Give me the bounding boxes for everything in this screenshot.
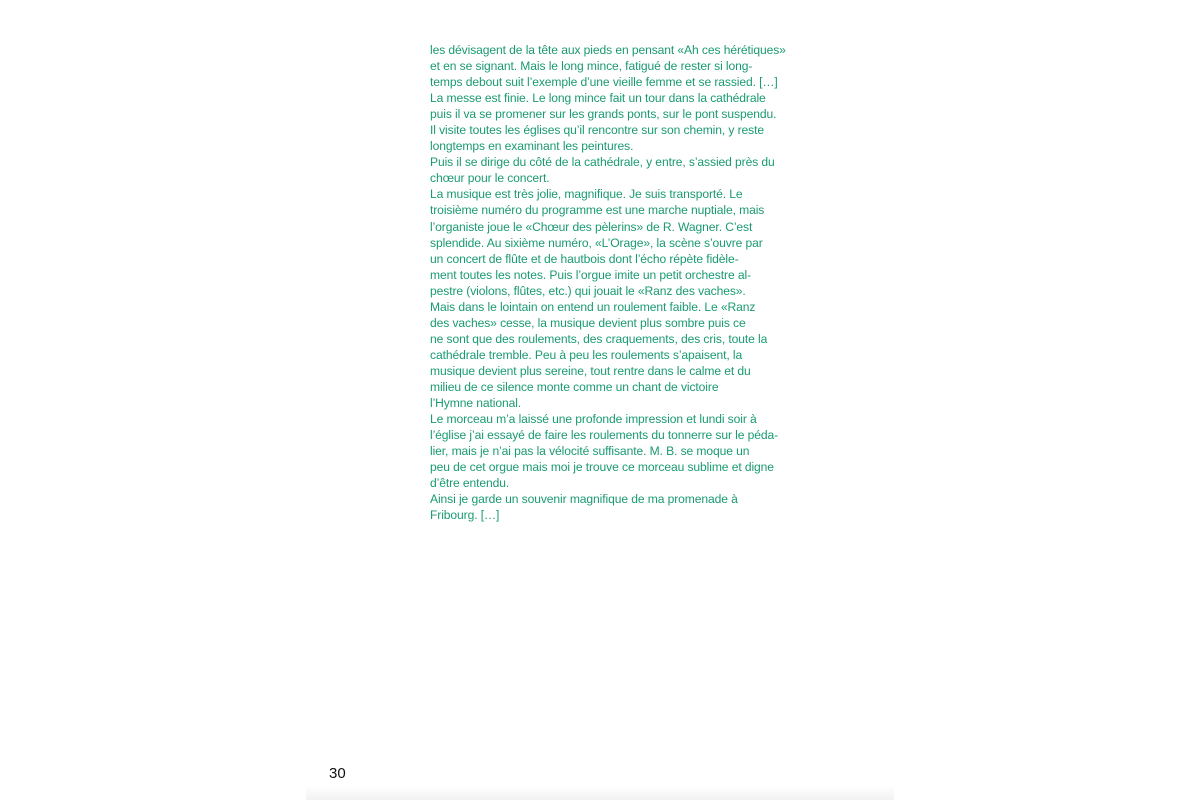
page-number: 30 xyxy=(329,765,346,782)
text-line: Ainsi je garde un souvenir magnifique de ma promenade à xyxy=(430,492,738,507)
text-line: Il visite toutes les églises qu’il rencontre sur son chemin, y reste xyxy=(430,123,764,138)
text-line: milieu de ce silence monte comme un chant de victoire xyxy=(430,379,719,394)
text-line: pestre (violons, flûtes, etc.) qui jouait le «Ranz des vaches». xyxy=(430,283,746,298)
text-line: l’organiste joue le «Chœur des pèlerins» de R. Wagner. C’est xyxy=(430,219,753,234)
text-line: longtemps en examinant les peintures. xyxy=(430,139,634,154)
text-line: La musique est très jolie, magnifique. Je suis transporté. Le xyxy=(430,187,743,202)
text-line: les dévisagent de la tête aux pieds en pensant «Ah ces hérétiques» xyxy=(430,43,786,57)
text-line: troisième numéro du programme est une marche nuptiale, mais xyxy=(430,203,765,218)
text-line: temps debout suit l’exemple d’une vieille femme et se rassied. […] xyxy=(430,75,778,90)
text-line: musique devient plus sereine, tout rentre dans le calme et du xyxy=(430,363,751,378)
text-line: ne sont que des roulements, des craquements, des cris, toute la xyxy=(430,331,768,346)
page-edge-shadow xyxy=(306,786,894,800)
text-line: chœur pour le concert. xyxy=(430,171,550,186)
text-line: l’église j’ai essayé de faire les roulements du tonnerre sur le péda- xyxy=(430,428,779,443)
text-line: ment toutes les notes. Puis l’orgue imite un petit orchestre al- xyxy=(430,267,751,282)
text-line: un concert de flûte et de hautbois dont l’écho répète fidèle- xyxy=(430,251,739,266)
text-line: l’Hymne national. xyxy=(430,396,522,411)
body-text xyxy=(430,42,790,523)
text-line: Puis il se dirige du côté de la cathédrale, y entre, s’assied près du xyxy=(430,155,775,170)
text-line: Le morceau m’a laissé une profonde impression et lundi soir à xyxy=(430,412,757,427)
text-line: d’être entendu. xyxy=(430,476,510,491)
text-line: lier, mais je n’ai pas la vélocité suffisante. M. B. se moque un xyxy=(430,444,750,459)
text-line: splendide. Au sixième numéro, «L’Orage», la scène s’ouvre par xyxy=(430,235,763,250)
text-line: puis il va se promener sur les grands ponts, sur le pont suspendu. xyxy=(430,107,777,122)
text-line: et en se signant. Mais le long mince, fatigué de rester si long- xyxy=(430,59,753,74)
text-line: Fribourg. […] xyxy=(430,508,500,523)
text-line: Mais dans le lointain on entend un roulement faible. Le «Ranz xyxy=(430,299,756,314)
text-line: La messe est finie. Le long mince fait un tour dans la cathédrale xyxy=(430,91,766,106)
text-line: peu de cet orgue mais moi je trouve ce morceau sublime et digne xyxy=(430,460,774,475)
text-line: des vaches» cesse, la musique devient plus sombre puis ce xyxy=(430,315,746,330)
text-line: cathédrale tremble. Peu à peu les roulements s’apaisent, la xyxy=(430,347,743,362)
